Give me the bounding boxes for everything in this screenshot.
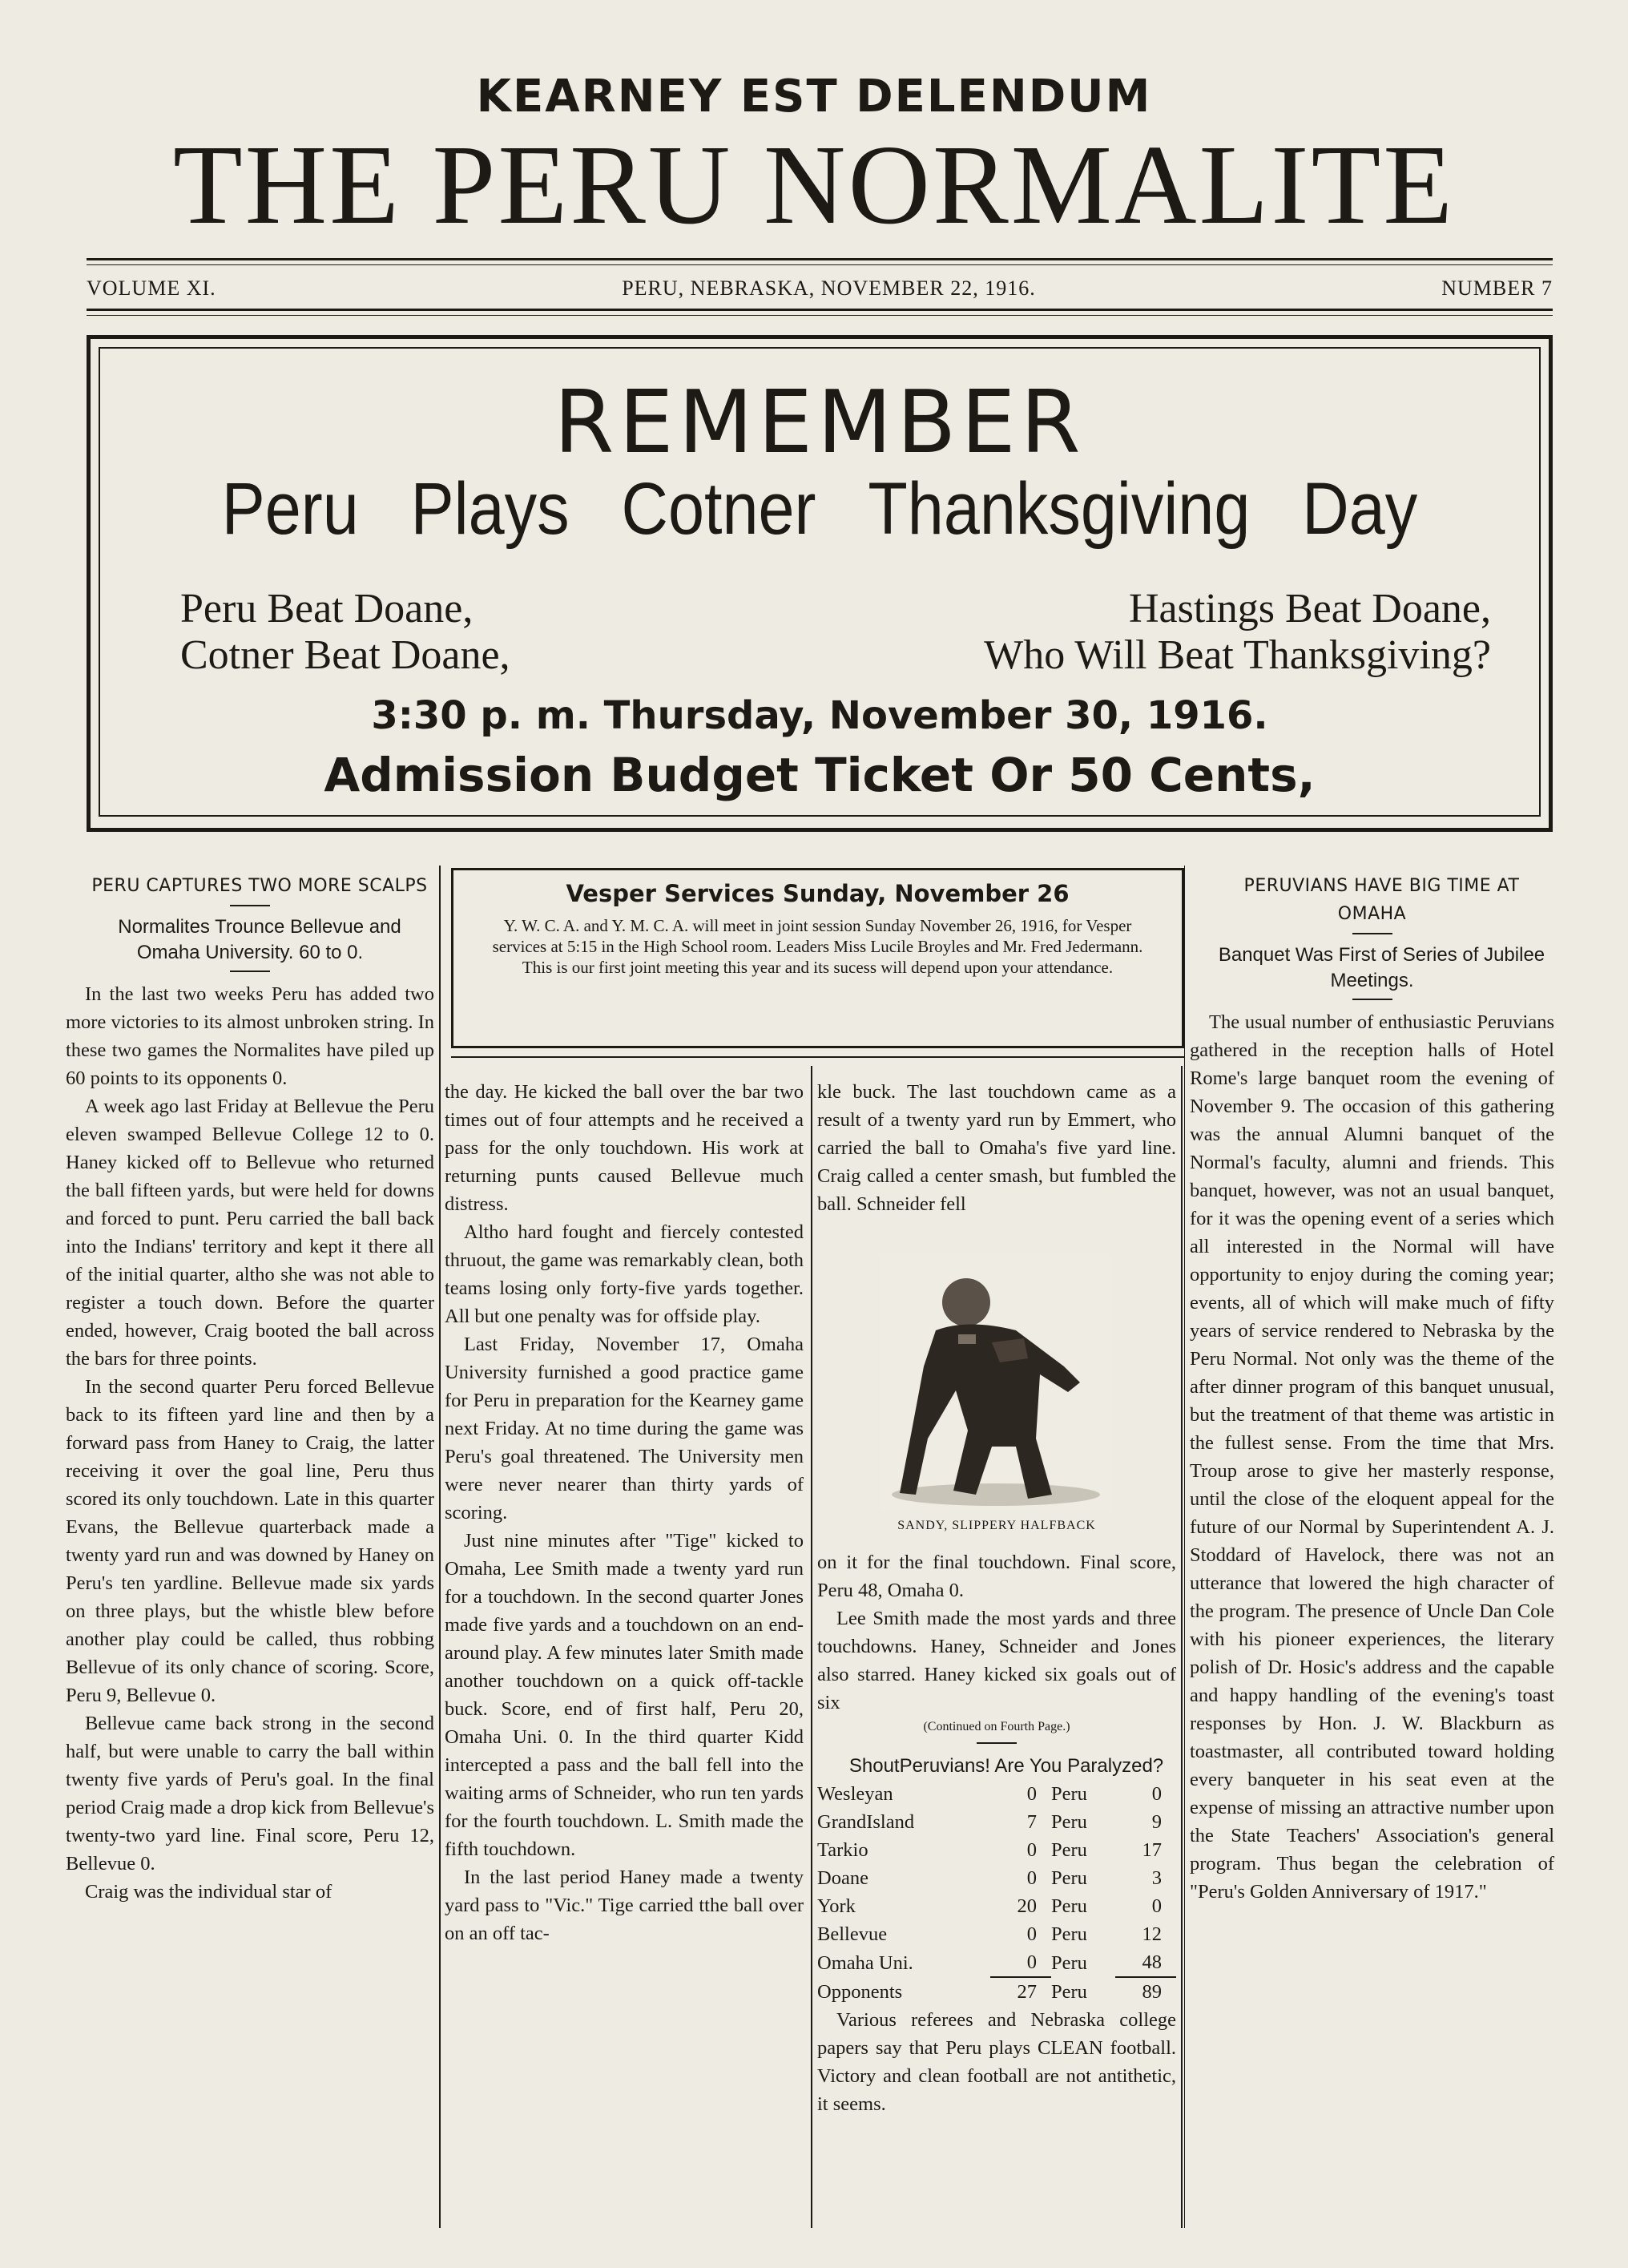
score-row xyxy=(817,1780,1176,1808)
divider xyxy=(1352,999,1392,1000)
paragraph: Lee Smith made the most yards and three touchdowns. Haney, Schneider and Jones also starred. Haney kicked six goals out of six xyxy=(817,1608,1176,1713)
opponent-name: Doane xyxy=(817,1867,868,1889)
opponent-score: 0 xyxy=(1026,1783,1037,1805)
motto: KEARNEY EST DELENDUM xyxy=(476,71,1152,123)
peru-score: 48 xyxy=(1115,1948,1176,1977)
vesper-text: Y. W. C. A. and Y. M. C. A. will meet in joint session Sunday November 26, 1916, for Vesper services at 5:15 in the High School room. Leaders Miss Lucile Broyles and Mr. Fred Jedermann. This is our first joint meeting this year and its sucess will depend upon your attendance. xyxy=(492,916,1143,977)
article-headline: PERU CAPTURES TWO MORE SCALPS xyxy=(91,876,428,896)
opponent-name: Opponents xyxy=(817,1980,903,2003)
score-row xyxy=(817,1808,1176,1836)
vesper-rule xyxy=(451,1056,1184,1058)
team-name: Peru xyxy=(1050,1811,1087,1833)
article-subhead: Banquet Was First of Series of Jubilee Meetings. xyxy=(1218,944,1545,991)
banner-headline xyxy=(187,467,1453,551)
opponent-name: York xyxy=(817,1895,856,1917)
vesper-notice xyxy=(451,868,1184,1048)
peru-score: 0 xyxy=(1151,1783,1162,1805)
score-row xyxy=(817,1920,1176,1948)
opponent-score: 0 xyxy=(1026,1867,1037,1889)
peru-score: 3 xyxy=(1151,1867,1162,1889)
banner-word: Cotner xyxy=(621,468,816,550)
article-subhead: Normalites Trounce Bellevue and Omaha University. 60 to 0. xyxy=(118,916,401,963)
article-continued-column xyxy=(445,1078,804,1947)
banner-right-line: Who Will Beat Thanksgiving? xyxy=(984,632,1491,678)
team-name: Peru xyxy=(1050,1980,1087,2003)
paragraph: Craig was the individual star of xyxy=(85,1881,332,1903)
banner-admission: Admission Budget Ticket Or 50 Cents, xyxy=(324,748,1316,802)
paragraph: The usual number of enthusiastic Peruvians gathered in the reception halls of Hotel Rome's large banquet room the evening of November 9. The occasion of this gathering was the annual Alumni banquet of the Normal's faculty, alumni and friends. This banquet, however, was not an usual banquet, for it was the opening event of a series which all interested in the Normal will have opportunity to enjoy during the coming year; events, all of which will make much of fifty years of service rendered to Nebraska by the Peru Normal. Not only was the theme of the after dinner program of this banquet unusual, but the treatment of that theme was artistic in the fullest sense. From the time that Mrs. Troup arose to give her masterly response, until the close of the eloquent appeal for the future of our Normal by Superintendent A. J. Stoddard of Havelock, there was not an utterance that lowered the high character of the program. The presence of Uncle Dan Cole with his pioneer experiences, the literary polish of Dr. Hosic's address and the capable and happy handling of the evening's toast responses by Hon. J. W. Blackburn as toastmaster, all contributed toward holding every banqueter in his seat even at the expense of missing an attractive number upon the State Teachers' Association's general program. Thus began the celebration of "Peru's Golden Anniversary of 1917." xyxy=(1190,1011,1554,1903)
paragraph: on it for the final touchdown. Final score, Peru 48, Omaha 0. xyxy=(817,1552,1176,1601)
banner-remember: REMEMBER xyxy=(554,373,1086,473)
article-column-three-top xyxy=(817,1078,1176,1218)
banner-word: Day xyxy=(1302,468,1418,550)
issue-number: NUMBER 7 xyxy=(1441,276,1553,300)
vesper-title: Vesper Services Sunday, November 26 xyxy=(566,880,1070,907)
paragraph: Various referees and Nebraska college papers say that Peru plays CLEAN football. Victory and clean football are not antithetic, it seems. xyxy=(817,2009,1176,2115)
peru-score: 0 xyxy=(1151,1895,1162,1917)
article-peru-captures xyxy=(66,872,434,1906)
opponent-score: 27 xyxy=(1017,1981,1037,2003)
score-row xyxy=(817,1977,1176,2006)
opponent-score: 0 xyxy=(1026,1923,1037,1945)
column-rule xyxy=(1184,866,1185,2228)
opponent-name: GrandIsland xyxy=(817,1811,915,1833)
masthead-title: THE PERU NORMALITE xyxy=(172,121,1456,248)
banner-right-lines xyxy=(984,586,1491,679)
player-photo xyxy=(880,1254,1112,1511)
masthead-rule-top xyxy=(87,258,1553,260)
banner-word: Peru xyxy=(221,468,359,550)
peru-score: 9 xyxy=(1151,1811,1162,1833)
issue-info-line xyxy=(87,276,1553,301)
opponent-score: 7 xyxy=(1026,1811,1037,1833)
paragraph: Altho hard fought and fiercely contested thruout, the game was remarkably clean, both teams losing only forty-five yards together. All but one penalty was for offside play. xyxy=(445,1221,804,1327)
paragraph: A week ago last Friday at Bellevue the Peru eleven swamped Bellevue College 12 to 0. Haney kicked off to Bellevue who returned the ball fifteen yards, but were held for downs and forced to punt. Peru carried the ball back into the Indians' territory and kept it there all of the initial quarter, altho she was not able to register a touch down. Before the quarter ended, however, Craig booted the ball across the bars for three points. xyxy=(66,1096,434,1370)
paragraph: In the last two weeks Peru has added two more victories to its almost unbroken string. In these two games the Normalites have piled up 60 points to its opponents 0. xyxy=(66,983,434,1089)
score-row xyxy=(817,1864,1176,1892)
banner-word: Thanksgiving xyxy=(868,468,1251,550)
football-player-image xyxy=(880,1254,1112,1511)
opponent-name: Tarkio xyxy=(817,1839,868,1861)
score-row xyxy=(817,1948,1176,1977)
paragraph: Just nine minutes after "Tige" kicked to Omaha, Lee Smith made a twenty yard run for a touchdown. In the second quarter Jones made five yards and a touchdown on an end-around play. A few minutes later Smith made another touchdown on a quick off-tackle buck. Score, end of first half, Peru 20, Omaha Uni. 0. In the third quarter Kidd intercepted a pass and the ball fell into the waiting arms of Schneider, who run ten yards for the fourth touchdown. L. Smith made the fifth touchdown. xyxy=(445,1530,804,1860)
thanksgiving-game-banner xyxy=(87,335,1553,832)
banner-left-lines xyxy=(180,586,510,679)
opponent-score: 0 xyxy=(1026,1839,1037,1861)
team-name: Peru xyxy=(1050,1923,1087,1945)
score-row xyxy=(817,1892,1176,1920)
column-rule xyxy=(811,1066,812,2228)
opponent-score: 20 xyxy=(1017,1895,1037,1917)
continued-note: (Continued on Fourth Page.) xyxy=(923,1720,1070,1733)
column-rule xyxy=(439,866,441,2228)
banner-game-time: 3:30 p. m. Thursday, November 30, 1916. xyxy=(371,693,1268,738)
divider xyxy=(1352,933,1392,934)
season-scores-table xyxy=(817,1780,1176,2006)
banner-word: Plays xyxy=(410,468,570,550)
team-name: Peru xyxy=(1050,1867,1087,1889)
divider xyxy=(230,971,270,972)
column-rule xyxy=(1181,1066,1183,2228)
score-row xyxy=(817,1836,1176,1864)
paragraph: In the second quarter Peru forced Bellevue back to its fifteen yard line and then by a forward pass from Haney to Craig, the latter receiving it over the goal line, Peru thus scored its only touchdown. Late in this quarter Evans, the Bellevue quarterback made a twenty yard run and was downed by Haney on Peru's ten yardline. Bellevue made six yards on three plays, but the whistle blew before another play could be called, thus robbing Bellevue of its only chance of scoring. Score, Peru 9, Bellevue 0. xyxy=(66,1376,434,1706)
peru-score: 17 xyxy=(1142,1839,1162,1861)
photo-caption: SANDY, SLIPPERY HALFBACK xyxy=(897,1519,1096,1532)
divider xyxy=(230,905,270,906)
banner-right-line: Hastings Beat Doane, xyxy=(1128,586,1491,632)
article-headline: PERUVIANS HAVE BIG TIME AT OMAHA xyxy=(1243,876,1520,924)
masthead-rule-bottom xyxy=(87,309,1553,311)
banner-left-line: Cotner Beat Doane, xyxy=(180,632,510,678)
peru-score: 89 xyxy=(1142,1981,1162,2003)
article-peruvians-omaha xyxy=(1190,872,1554,1906)
masthead-rule-top2 xyxy=(87,264,1553,265)
team-name: Peru xyxy=(1050,1839,1087,1861)
masthead-rule-bottom2 xyxy=(87,315,1553,316)
opponent-name: Bellevue xyxy=(817,1923,888,1945)
dateline: PERU, NEBRASKA, NOVEMBER 22, 1916. xyxy=(622,276,1036,300)
opponent-score: 0 xyxy=(990,1948,1051,1977)
scores-title: ShoutPeruvians! Are You Paralyzed? xyxy=(848,1755,1164,1777)
team-name: Peru xyxy=(1050,1783,1087,1805)
team-name: Peru xyxy=(1050,1951,1087,1974)
paragraph: Last Friday, November 17, Omaha University furnished a good practice game for Peru in preparation for the Kearney game next Friday. At no time during the game was Peru's goal threatened. The University men were never nearer than thirty yards of scoring. xyxy=(445,1334,804,1523)
paragraph: kle buck. The last touchdown came as a result of a twenty yard run by Emmert, who carried the ball to Omaha's five yard line. Craig called a center smash, but fumbled the ball. Schneider fell xyxy=(817,1081,1176,1215)
opponent-name: Wesleyan xyxy=(817,1783,893,1805)
opponent-name: Omaha Uni. xyxy=(817,1951,913,1974)
article-column-three-bottom xyxy=(817,1548,1176,2118)
divider xyxy=(977,1742,1017,1744)
paragraph: Bellevue came back strong in the second half, but were unable to carry the ball within twenty five yards of Peru's goal. In the final period Craig made a drop kick from Bellevue's twenty-two yard line. Final score, Peru 12, Bellevue 0. xyxy=(66,1713,434,1875)
paragraph: the day. He kicked the ball over the bar two times out of four attempts and he received a pass for the only touchdown. His work at returning punts caused Bellevue much distress. xyxy=(445,1081,804,1215)
peru-score: 12 xyxy=(1142,1923,1162,1945)
paragraph: In the last period Haney made a twenty yard pass to "Vic." Tige carried tthe ball over on an off tac- xyxy=(445,1866,804,1944)
banner-left-line: Peru Beat Doane, xyxy=(180,586,473,632)
volume-label: VOLUME XI. xyxy=(87,276,216,300)
team-name: Peru xyxy=(1050,1895,1087,1917)
